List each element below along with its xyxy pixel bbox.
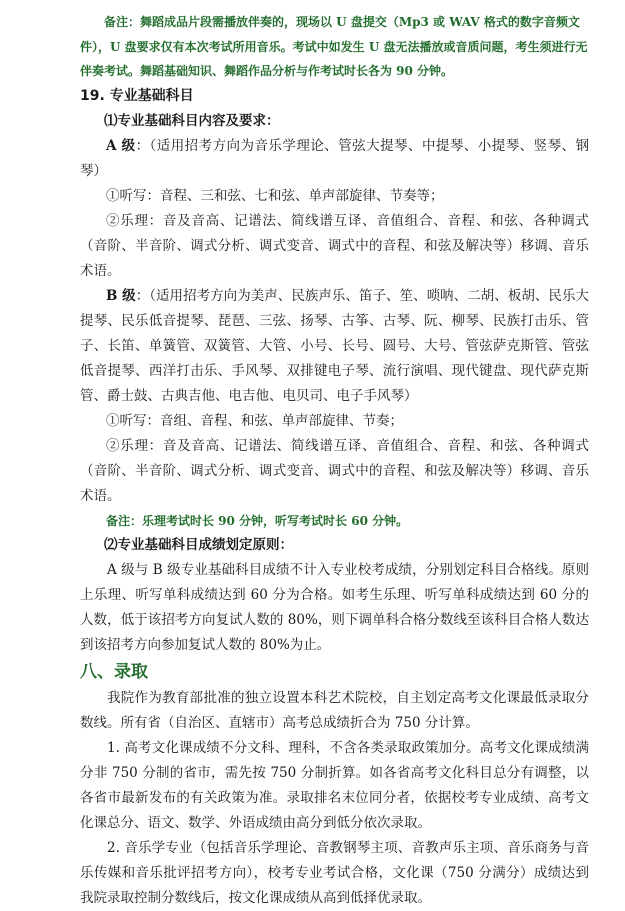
section-19-title: 19. 专业基础科目 <box>80 87 194 104</box>
level-a-listen: ①听写：音程、三和弦、七和弦、单声部旋律、节奏等； <box>106 187 444 204</box>
level-b-scope <box>80 284 589 409</box>
level-b-theory: ②乐理：音及音高、记谱法、简线谱互译、音值组合、音程、和弦、各种调式（音阶、半音阶、调式分析、调式变音、调式中的音程、和弦及解决等）移调、音乐术语。 <box>80 437 589 504</box>
principle-paragraph: A 级与 B 级专业基础科目成绩不计入专业校考成绩，分别划定科目合格线。原则上乐理、听写单科成绩达到 60 分为合格。如考生乐理、听写单科成绩达到 60 分的人数，低于该招考方向复试人数的 80%，则下调单科合格分数线至该科目合格人数达到该招考方向参加复试人数的 80%为止。 <box>80 562 589 653</box>
admission-intro: 我院作为教育部批准的独立设置本科艺术院校，自主划定高考文化课最低录取分数线。所有省（自治区、直辖市）高考总成绩折合为 750 分计算。 <box>80 690 589 731</box>
admission-rule-1: 1. 高考文化课成绩不分文科、理科，不含各类录取政策加分。高考文化课成绩满分非 750 分制的省市，需先按 750 分制折算。如各省高考文化科目总分有调整，以各省市最新发布的有关政策为准。录取排名末位同分者，依据校考专业成绩、高考文化课总分、语文、数学、外语成绩由高分到低分依次录取。 <box>80 740 589 831</box>
level-a-label: A 级 <box>106 137 136 154</box>
section-8-title: 八、录取 <box>80 662 148 682</box>
level-a-text: ：（适用招考方向为音乐学理论、管弦大提琴、中提琴、小提琴、竖琴、钢琴） <box>80 137 589 179</box>
note-dance-music: 备注：舞蹈成品片段需播放伴奏的，现场以 U 盘提交（Mp3 或 WAV 格式的数字音频文件），U 盘要求仅有本次考试所用音乐。考试中如发生 U 盘无法播放或音质问题，考生须进行无伴奏考试。舞蹈基础知识、舞蹈作品分析与作考试时长各为 90 分钟。 <box>80 15 588 78</box>
admission-rule-2: 2. 音乐学专业（包括音乐学理论、音教钢琴主项、音教声乐主项、音乐商务与音乐传媒和音乐批评招考方向），校考专业考试合格，文化课（750 分满分）成绩达到我院录取控制分数线后，按文化课成绩从高到低择优录取。 <box>80 840 589 906</box>
level-a-scope <box>80 134 589 184</box>
subsection-2-title: ⑵专业基础科目成绩划定原则： <box>104 537 293 553</box>
subsection-1-title: ⑴专业基础科目内容及要求： <box>104 112 280 129</box>
level-b-label: B 级 <box>106 287 136 304</box>
note-exam-duration: 备注：乐理考试时长 90 分钟，听写考试时长 60 分钟。 <box>106 513 409 528</box>
level-a-theory: ②乐理：音及音高、记谱法、简线谱互译、音值组合、音程、和弦、各种调式（音阶、半音阶、调式分析、调式变音、调式中的音程、和弦及解决等）移调、音乐术语。 <box>80 212 589 279</box>
level-b-text: ：（适用招考方向为美声、民族声乐、笛子、笙、唢呐、二胡、板胡、民乐大提琴、民乐低音提琴、琵琶、三弦、扬琴、古筝、古琴、阮、柳琴、民族打击乐、管子、长笛、单簧管、双簧管、大管、小号、长号、圆号、大号、管弦萨克斯管、管弦低音提琴、西洋打击乐、手风琴、双排键电子琴、流行演唱、现代键盘、现代萨克斯管、爵士鼓、古典吉他、电吉他、电贝司、电子手风琴） <box>80 287 589 404</box>
level-b-listen: ①听写：音组、音程、和弦、单声部旋律、节奏； <box>106 412 403 429</box>
